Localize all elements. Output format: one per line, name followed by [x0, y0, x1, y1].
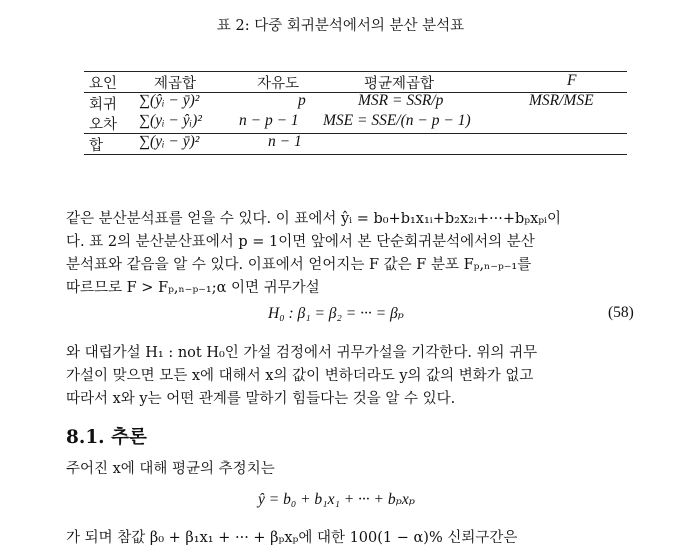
paragraph-line: 따르므로 F > Fₚ,ₙ₋ₚ₋₁;α 이면 귀무가설 [66, 280, 320, 296]
header-mean-square: 평균제곱합 [364, 76, 435, 92]
paragraph-line: 가 되며 참값 β₀ + β₁x₁ + ··· + βₚxₚ에 대한 100(1 − α)% 신뢰구간은 [66, 530, 518, 546]
row-regression-ms: MSR = SSR/p [358, 92, 444, 109]
row-regression-df: p [298, 92, 306, 109]
row-error-source: 오차 [89, 117, 118, 133]
paragraph-line: 분석표와 같음을 알 수 있다. 이표에서 얻어지는 F 값은 F 분포 Fₚ,ₙ₋ₚ₋₁를 [66, 257, 532, 273]
equation-number: (58) [608, 304, 634, 321]
row-error-ms: MSE = SSE/(n − p − 1) [323, 112, 471, 129]
section-number: 8.1. [66, 427, 105, 448]
header-sum-of-squares: 제곱합 [154, 76, 197, 92]
row-regression-source: 회귀 [89, 97, 118, 113]
row-error-ss: ∑(yᵢ − ŷᵢ)² [139, 112, 202, 129]
equation-58: H₀ : β₁ = β₂ = ··· = βₚ [268, 305, 404, 322]
section-title: 추론 [111, 427, 147, 448]
estimate-equation: ŷ = b₀ + b₁x₁ + ··· + bₚxₚ [258, 491, 415, 508]
row-total-ss: ∑(yᵢ − ȳ)² [139, 133, 200, 150]
row-total-df: n − 1 [268, 133, 302, 150]
header-source: 요인 [89, 76, 118, 92]
paragraph-line: 다. 표 2의 분산분산표에서 p = 1이면 앞에서 본 단순회귀분석에서의 분산 [66, 234, 535, 250]
paragraph-line: 따라서 x와 y는 어떤 관계를 말하기 힘들다는 것을 알 수 있다. [66, 391, 456, 407]
paragraph-line: 와 대립가설 H₁ : not H₀인 가설 검정에서 귀무가설을 기각한다. 위의 귀무 [66, 345, 538, 361]
section-heading [66, 423, 147, 449]
paragraph-line: 주어진 x에 대해 평균의 추정치는 [66, 461, 275, 477]
row-regression-f: MSR/MSE [529, 92, 594, 109]
row-total-source: 합 [89, 138, 104, 154]
paragraph-line: 가설이 맞으면 모든 x에 대해서 x의 값이 변하더라도 y의 값의 변화가 없고 [66, 368, 534, 384]
table-caption: 표 2: 다중 회귀분석에서의 분산 분석표 [216, 18, 465, 34]
header-f: F [567, 72, 577, 89]
header-df: 자유도 [257, 76, 300, 92]
row-error-df: n − p − 1 [239, 112, 299, 129]
table-bottom-rule [84, 154, 627, 155]
paragraph-line: 같은 분산분석표를 얻을 수 있다. 이 표에서 ŷᵢ = b₀+b₁x₁ᵢ+b₂x₂ᵢ+···+bₚxₚᵢ이 [66, 211, 561, 227]
row-regression-ss: ∑(ŷᵢ − ȳ)² [139, 92, 200, 109]
